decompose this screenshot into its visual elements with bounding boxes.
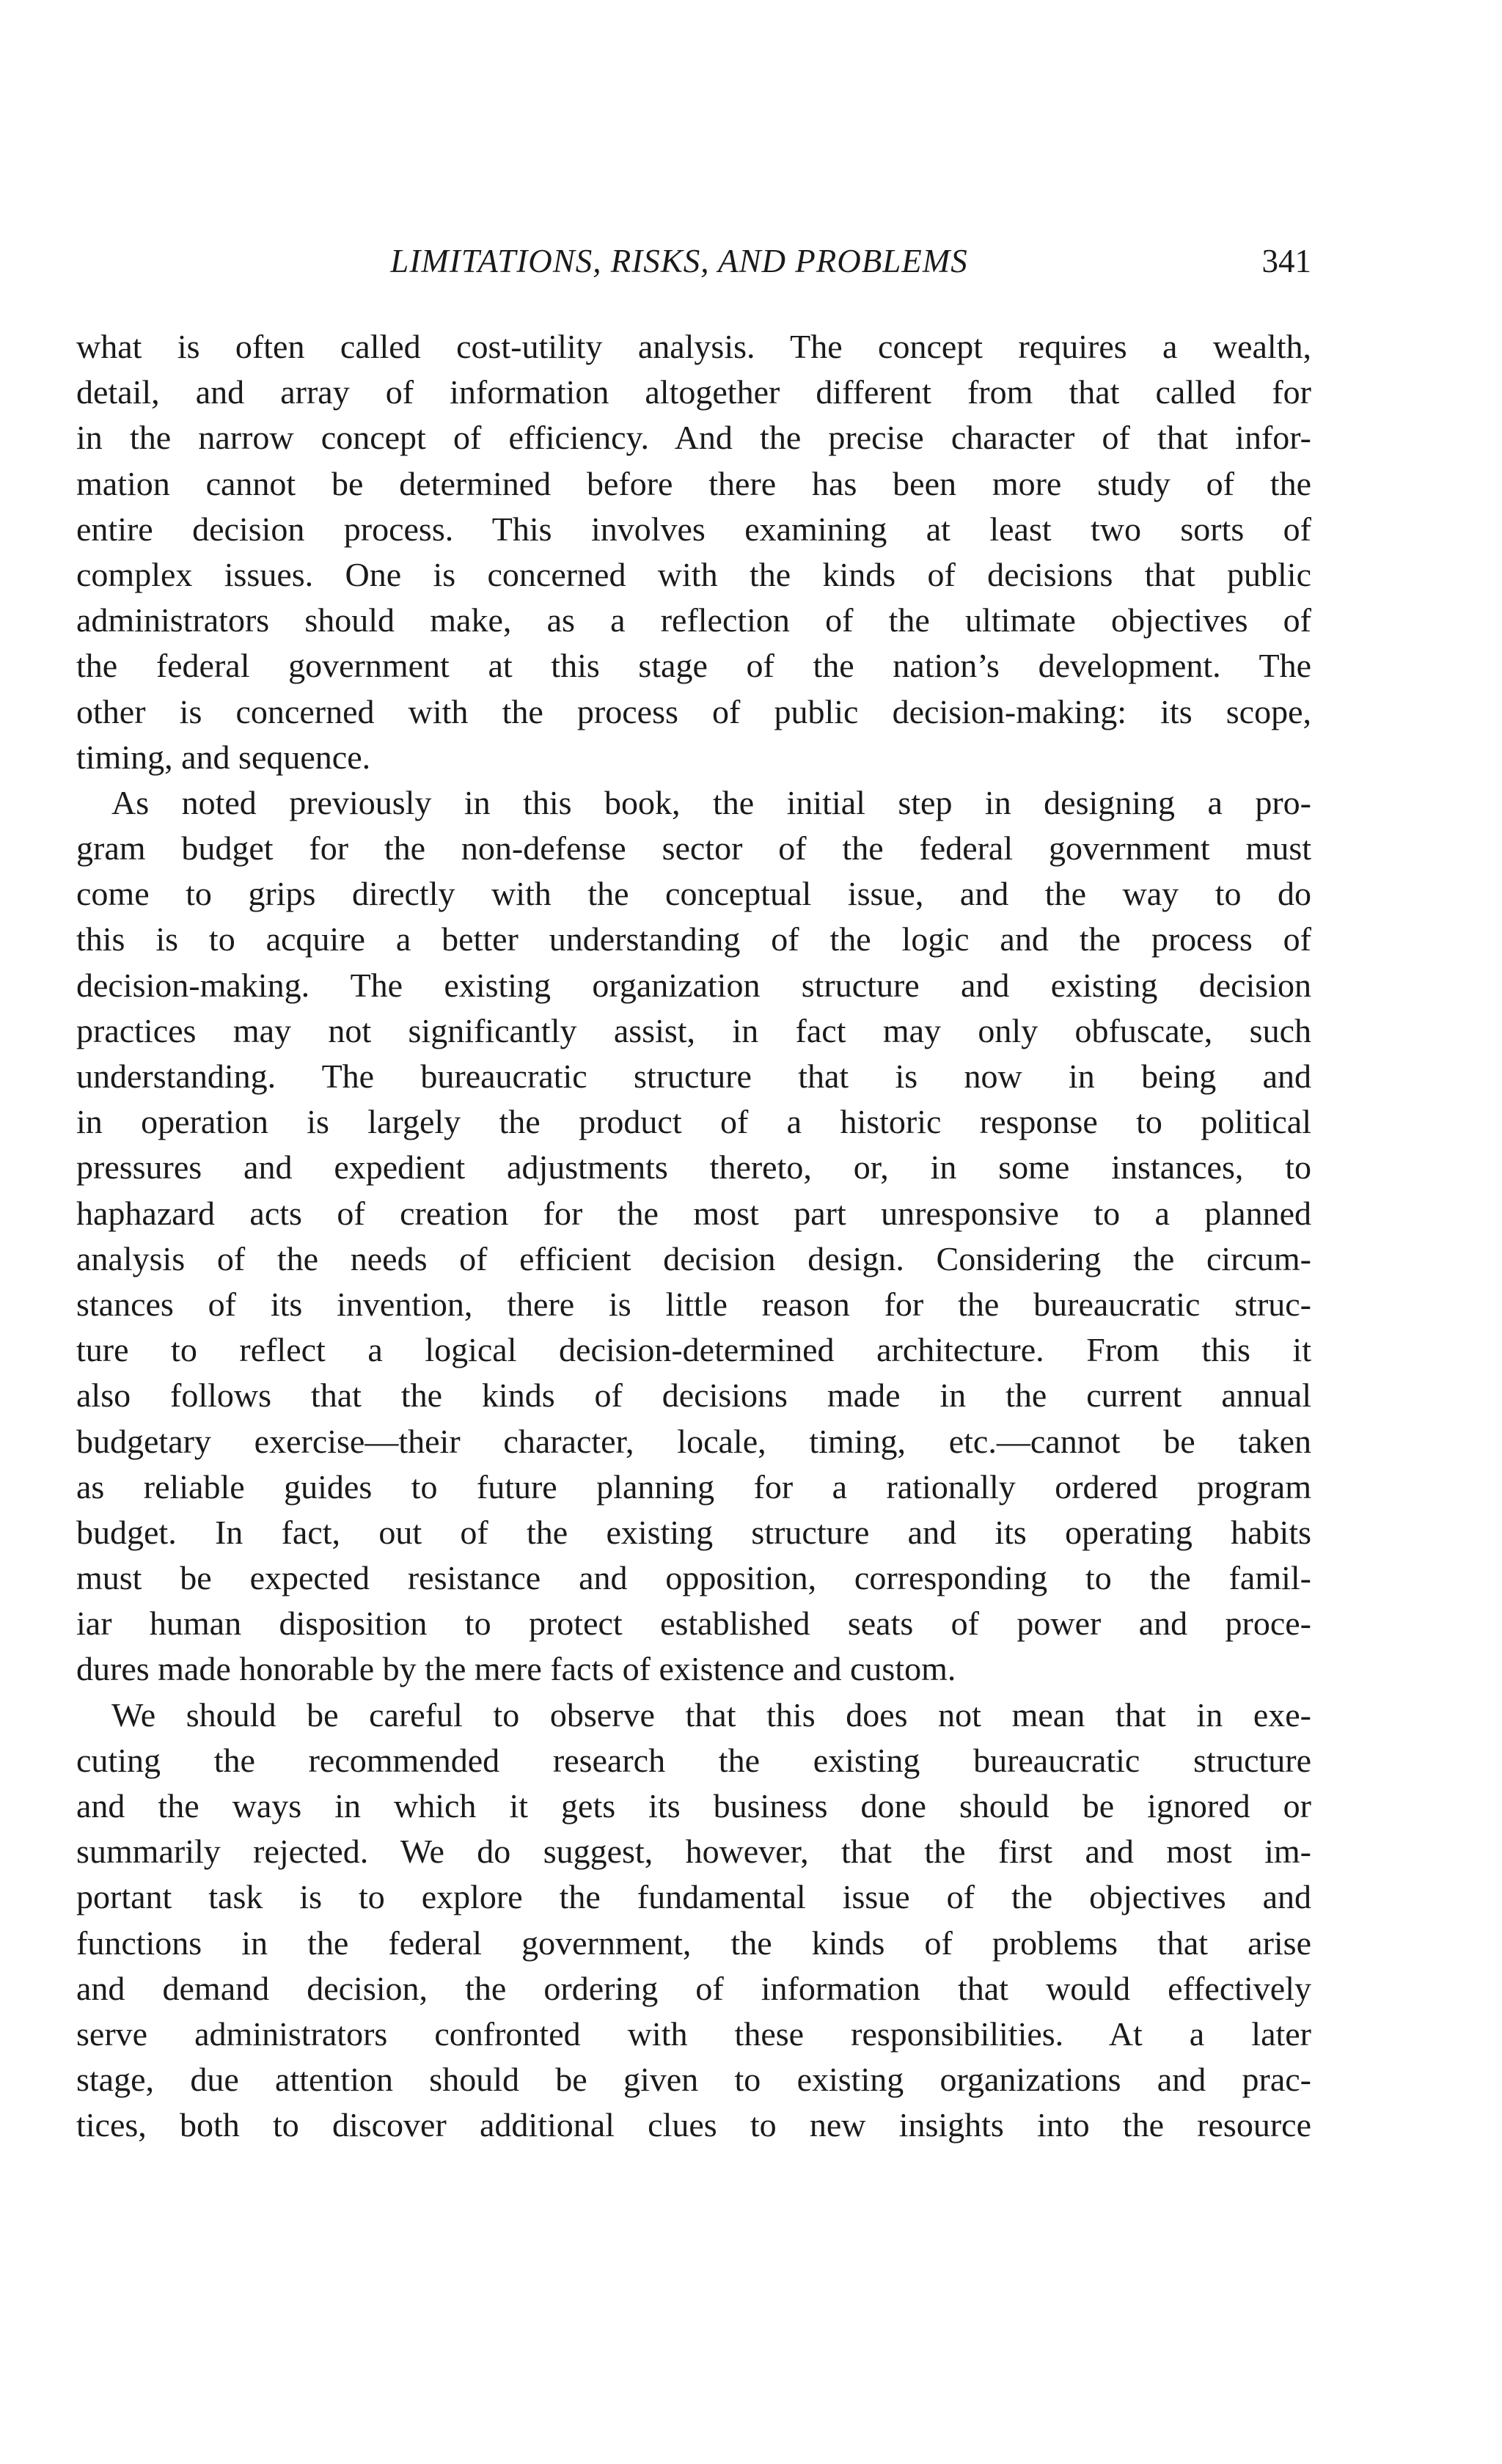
text-line: as reliable guides to future planning for a rationally ordered program: [76, 1467, 1311, 1506]
text-line: complex issues. One is concerned with the kinds of decisions that public: [76, 555, 1311, 593]
text-line: As noted previously in this book, the initial step in designing a pro-: [111, 783, 1311, 821]
text-line: budgetary exercise—their character, locale, timing, etc.—cannot be taken: [76, 1422, 1311, 1460]
text-line: and demand decision, the ordering of information that would effectively: [76, 1969, 1311, 2007]
paragraph: [76, 1693, 1311, 2149]
text-line: mation cannot be determined before there has been more study of the: [76, 464, 1311, 502]
text-line: and the ways in which it gets its business done should be ignored or: [76, 1787, 1311, 1825]
text-line: haphazard acts of creation for the most part unresponsive to a planned: [76, 1194, 1311, 1232]
text-line: analysis of the needs of efficient decision design. Considering the circum-: [76, 1239, 1311, 1277]
text-line: tices, both to discover additional clues to new insights into the resource: [76, 2106, 1311, 2144]
page-number: 341: [1261, 243, 1311, 279]
text-line: functions in the federal government, the kinds of problems that arise: [76, 1924, 1311, 1962]
text-line: what is often called cost-utility analysis. The concept requires a wealth,: [76, 328, 1311, 365]
text-line: pressures and expedient adjustments thereto, or, in some instances, to: [76, 1148, 1311, 1187]
text-line: We should be careful to observe that this does not mean that in exe-: [111, 1695, 1311, 1734]
text-line: portant task is to explore the fundamental issue of the objectives and: [76, 1878, 1311, 1916]
text-line: stances of its invention, there is little reason for the bureaucratic struc-: [76, 1285, 1311, 1323]
text-line: ture to reflect a logical decision-determined architecture. From this it: [76, 1331, 1311, 1369]
text-line: entire decision process. This involves examining at least two sorts of: [76, 510, 1311, 548]
text-line: dures made honorable by the mere facts of existence and custom.: [76, 1650, 956, 1688]
text-line: come to grips directly with the conceptual issue, and the way to do: [76, 875, 1311, 913]
text-line: in operation is largely the product of a historic response to political: [76, 1103, 1311, 1141]
running-head: [76, 239, 1311, 283]
text-line: serve administrators confronted with these responsibilities. At a later: [76, 2014, 1311, 2053]
text-line: also follows that the kinds of decisions made in the current annual: [76, 1376, 1311, 1415]
text-line: understanding. The bureaucratic structure that is now in being and: [76, 1057, 1311, 1095]
body-text: [76, 324, 1311, 2149]
running-title: LIMITATIONS, RISKS, AND PROBLEMS: [390, 243, 968, 279]
text-line: decision-making. The existing organization structure and existing decision: [76, 966, 1311, 1004]
text-line: summarily rejected. We do suggest, however, that the first and most im-: [76, 1833, 1311, 1871]
text-line: must be expected resistance and opposition, corresponding to the famil-: [76, 1559, 1311, 1597]
text-line: cuting the recommended research the existing bureaucratic structure: [76, 1741, 1311, 1779]
text-line: iar human disposition to protect established seats of power and proce-: [76, 1605, 1311, 1643]
text-line: detail, and array of information altogether different from that called for: [76, 373, 1311, 411]
text-line: administrators should make, as a reflection of the ultimate objectives of: [76, 601, 1311, 639]
paragraph: [76, 780, 1311, 1693]
text-line: budget. In fact, out of the existing structure and its operating habits: [76, 1513, 1311, 1551]
text-line: in the narrow concept of efficiency. And the precise character of that infor-: [76, 419, 1311, 457]
text-line: the federal government at this stage of the nation’s development. The: [76, 647, 1311, 685]
text-line: practices may not significantly assist, in fact may only obfuscate, such: [76, 1011, 1311, 1049]
text-line: stage, due attention should be given to existing organizations and prac-: [76, 2061, 1311, 2099]
text-line: this is to acquire a better understanding of the logic and the process of: [76, 920, 1311, 958]
paragraph: [76, 324, 1311, 780]
text-line: other is concerned with the process of public decision-making: its scope,: [76, 692, 1311, 730]
text-line: gram budget for the non-defense sector of the federal government must: [76, 829, 1311, 868]
text-line: timing, and sequence.: [76, 738, 371, 776]
